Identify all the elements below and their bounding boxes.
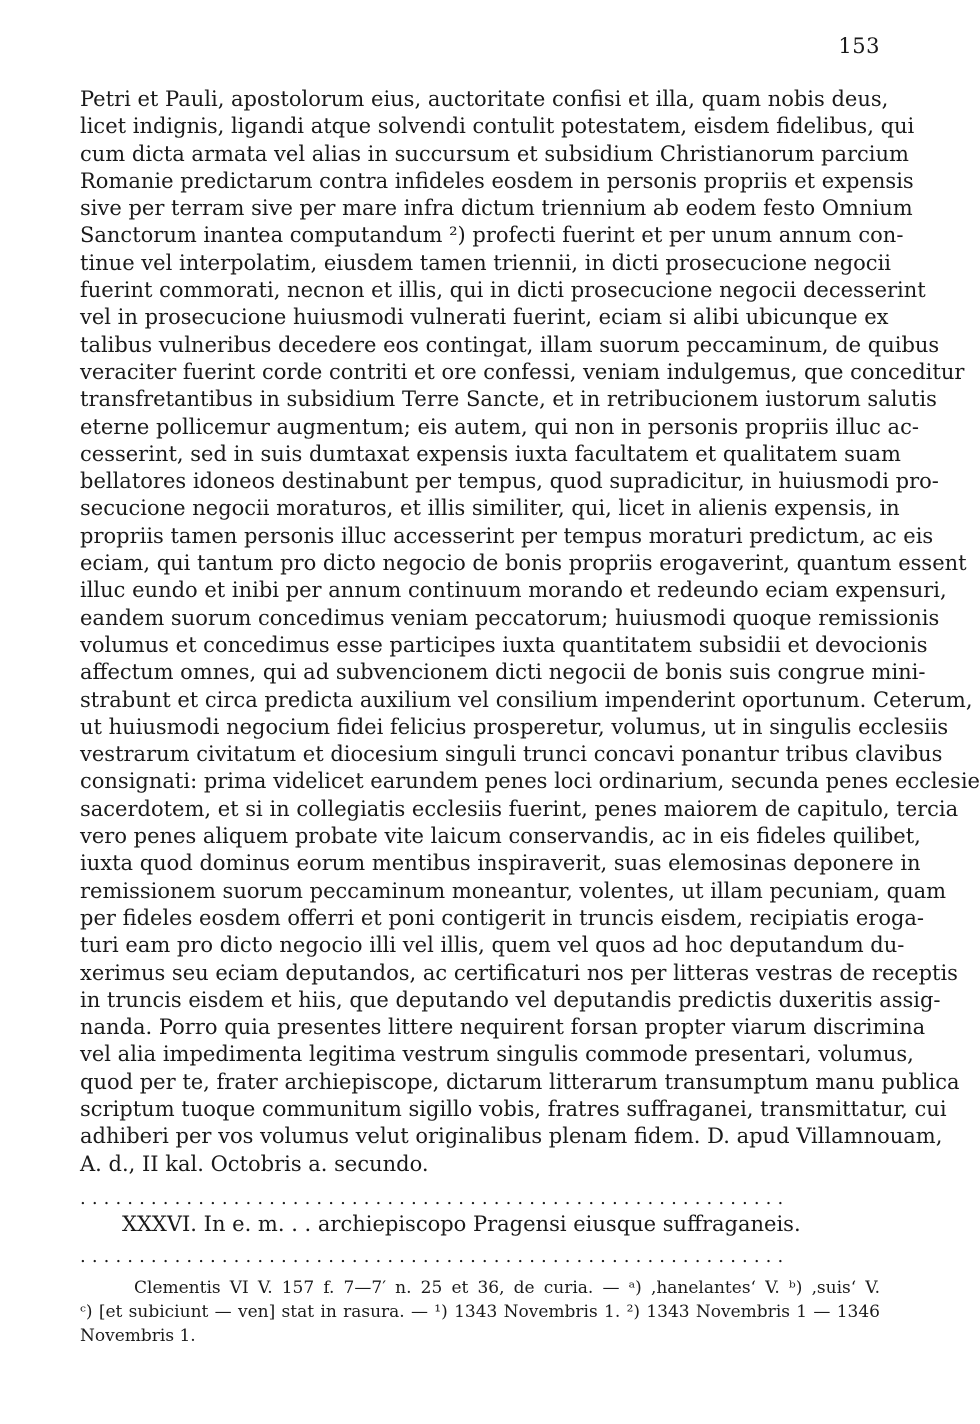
text-line: turi eam pro dicto negocio illi vel illis, quem vel quos ad hoc deputandum du- [80, 933, 905, 958]
text-line: Petri et Pauli, apostolorum eius, auctoritate confisi et illa, quam nobis deus, [80, 87, 889, 111]
text-line: eterne pollicemur augmentum; eis autem, qui non in personis propriis illuc ac- [80, 414, 919, 439]
text-line: in truncis eisdem et hiis, que deputando vel deputandis predictis duxeritis assig- [80, 987, 941, 1012]
page-number: 153 [838, 34, 880, 58]
text-line: vero penes aliquem probate vite laicum conservandis, ac in eis fideles quilibet, [80, 824, 921, 849]
text-line: vestrarum civitatum et diocesium singuli trunci concavi ponantur tribus clavibus [80, 742, 943, 767]
text-line: ut huiusmodi negocium fidei felicius prosperetur, volumus, ut in singulis ecclesiis [80, 714, 949, 739]
text-line: propriis tamen personis illuc accesserint per tempus moraturi predictum, ac eis [80, 523, 934, 548]
text-line: eciam, qui tantum pro dicto negocio de bonis propriis erogaverint, quantum essent [80, 551, 967, 576]
text-line: volumus et concedimus esse participes iuxta quantitatem subsidii et devocionis [80, 632, 928, 657]
text-line: transfretantibus in subsidium Terre Sancte, et in retribucionem iustorum salutis [80, 387, 937, 412]
text-line: scriptum tuoque communitum sigillo vobis, fratres suffraganei, transmittatur, cui [80, 1096, 947, 1121]
text-line: bellatores idoneos destinabunt per tempus, quod supradicitur, in huiusmodi pro- [80, 469, 939, 494]
text-line: quod per te, frater archiepiscope, dictarum litterarum transumptum manu publica [80, 1069, 960, 1094]
text-line: Romanie predictarum contra infideles eosdem in personis propriis et expensis [80, 168, 914, 193]
text-line: consignati: prima videlicet earundem penes loci ordinarium, secunda penes ecclesie [80, 769, 980, 794]
text-line: Sanctorum inantea computandum ²) profecti fuerint et per unum annum con- [80, 223, 904, 248]
footnote-line: Clementis VI V. 157 f. 7—7′ n. 25 et 36, de curia. — ᵃ) ‚hanelantes‘ V. ᵇ) ‚suis‘ V. [134, 1278, 880, 1298]
text-line: talibus vulneribus decedere eos contingat, illam suorum peccaminum, de quibus [80, 332, 940, 357]
text-line: vel alia impedimenta legitima vestrum singulis commode presentari, volumus, [80, 1042, 914, 1067]
text-line: per fideles eosdem offerri et poni contigerit in truncis eisdem, recipiatis eroga- [80, 905, 925, 930]
text-line: fuerint commorati, necnon et illis, qui in dicti prosecucione negocii decesserint [80, 278, 926, 303]
text-line: sive per terram sive per mare infra dictum triennium ab eodem festo Omnium [80, 196, 913, 221]
text-line: vel in prosecucione huiusmodi vulnerati fuerint, eciam si alibi ubicunque ex [80, 305, 889, 330]
text-line: affectum omnes, qui ad subvencionem dicti negocii de bonis suis congrue mini- [80, 660, 926, 685]
main-text [80, 86, 980, 1178]
text-line: adhiberi per vos volumus velut originalibus plenam fidem. D. apud Villamnouam, [80, 1124, 943, 1149]
footnote-line: Novembris 1. [80, 1326, 196, 1346]
text-line: sacerdotem, et si in collegiatis ecclesiis fuerint, penes maiorem de capitulo, tercia [80, 796, 959, 821]
text-line: remissionem suorum peccaminum moneantur, volentes, ut illam pecuniam, quam [80, 878, 947, 903]
text-line: tinue vel interpolatim, eiusdem tamen triennii, in dicti prosecucione negocii [80, 250, 892, 275]
text-line: illuc eundo et inibi per annum continuum morando et redeundo eciam expensuri, [80, 578, 947, 603]
text-line: secucione negocii moraturos, et illis similiter, qui, licet in alienis expensis, in [80, 496, 900, 521]
text-line: cesserint, sed in suis dumtaxat expensis iuxta facultatem et qualitatem suam [80, 441, 901, 466]
text-line: veraciter fuerint corde contriti et ore confessi, veniam indulgemus, que conceditur [80, 359, 965, 384]
text-line: eandem suorum concedimus veniam peccatorum; huiusmodi quoque remissionis [80, 605, 940, 630]
text-line: A. d., II kal. Octobris a. secundo. [80, 1151, 429, 1176]
text-line: strabunt et circa predicta auxilium vel consilium impenderint oportunum. Ceterum, [80, 687, 973, 712]
section-heading: XXXVI. In e. m. . . archiepiscopo Pragensi eiusque suffraganeis. [122, 1212, 801, 1236]
text-line: cum dicta armata vel alias in succursum et subsidium Christianorum parcium [80, 141, 909, 166]
separator-bottom: ............................................................ [80, 1246, 790, 1267]
separator-top: ............................................................ [80, 1188, 790, 1209]
text-line: iuxta quod dominus eorum mentibus inspiraverit, suas elemosinas deponere in [80, 851, 921, 876]
text-line: licet indignis, ligandi atque solvendi contulit potestatem, eisdem fidelibus, qui [80, 114, 915, 139]
text-line: xerimus seu eciam deputandos, ac certificaturi nos per litteras vestras de receptis [80, 960, 958, 985]
footnotes [80, 1276, 880, 1348]
text-line: nanda. Porro quia presentes littere nequirent forsan propter viarum discrimina [80, 1015, 926, 1040]
footnote-line: ᶜ) [et subiciunt — ven] stat in rasura. — ¹) 1343 Novembris 1. ²) 1343 Novembris 1 — 1346 [80, 1302, 880, 1322]
